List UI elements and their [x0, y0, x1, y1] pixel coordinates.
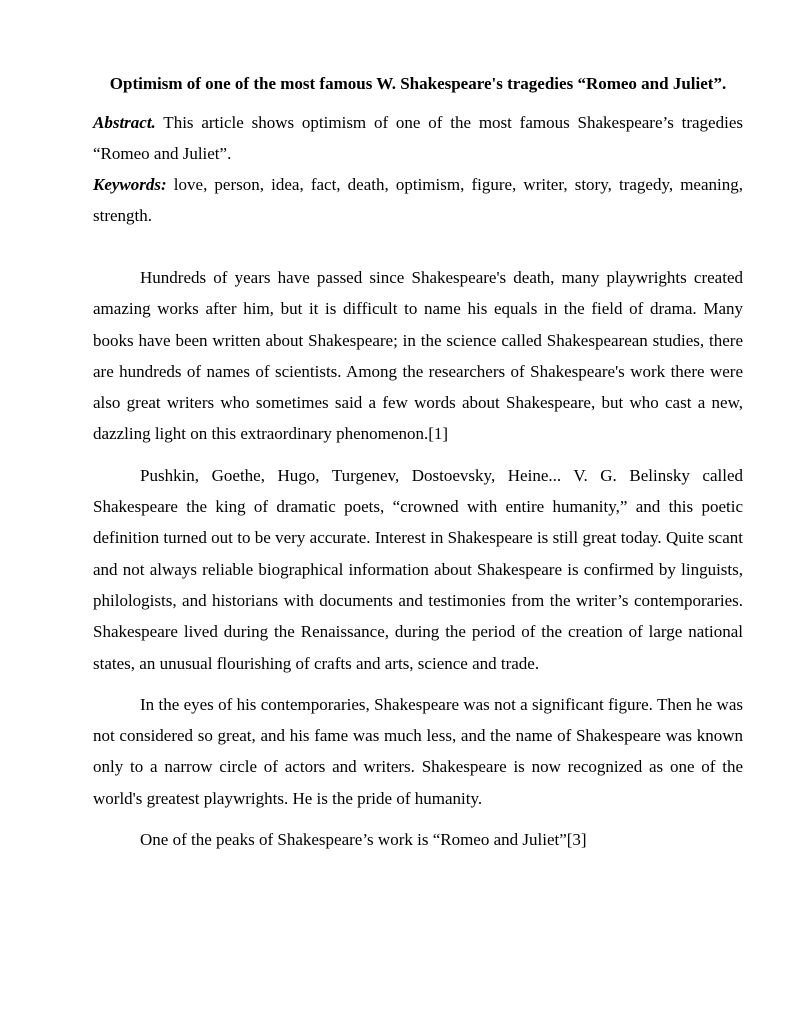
document-title: Optimism of one of the most famous W. Shakespeare's tragedies “Romeo and Juliet”. — [109, 74, 727, 93]
keywords-text: love, person, idea, fact, death, optimism, figure, writer, story, tragedy, meaning, strength. — [93, 175, 743, 225]
abstract-text: This article shows optimism of one of the most famous Shakespeare’s tragedies “Romeo and Juliet”. — [93, 113, 743, 163]
article-body — [93, 262, 743, 855]
abstract-paragraph — [93, 107, 743, 169]
body-paragraph-1: Hundreds of years have passed since Shakespeare's death, many playwrights created amazing works after him, but it is difficult to name his equals in the field of drama. Many books have been written about Shakespeare; in the science called Shakespearean studies, there are hundreds of names of scientists. Among the researchers of Shakespeare's work there were also great writers who sometimes said a few words about Shakespeare, but who cast a new, dazzling light on this extraordinary phenomenon.[1] — [93, 268, 743, 444]
abstract-label: Abstract. — [93, 113, 156, 132]
document-page — [93, 0, 743, 865]
body-paragraph-4: One of the peaks of Shakespeare’s work is “Romeo and Juliet”[3] — [140, 830, 587, 850]
keywords-paragraph — [93, 169, 743, 231]
keywords-label: Keywords: — [93, 175, 167, 194]
body-paragraph-2: Pushkin, Goethe, Hugo, Turgenev, Dostoevsky, Heine... V. G. Belinsky called Shakespeare the king of dramatic poets, “crowned with entire humanity,” and this poetic definition turned out to be very accurate. Interest in Shakespeare is still great today. Quite scant and not always reliable biographical information about Shakespeare is confirmed by linguists, philologists, and historians with documents and testimonies from the writer’s contemporaries. Shakespeare lived during the Renaissance, during the period of the creation of large national states, an unusual flourishing of crafts and arts, science and trade. — [93, 465, 743, 673]
abstract-section — [93, 107, 743, 231]
body-paragraph-3: In the eyes of his contemporaries, Shakespeare was not a significant figure. Then he was not considered so great, and his fame was much less, and the name of Shakespeare was known only to a narrow circle of actors and writers. Shakespeare is now recognized as one of the world's greatest playwrights. He is the pride of humanity. — [93, 694, 743, 808]
